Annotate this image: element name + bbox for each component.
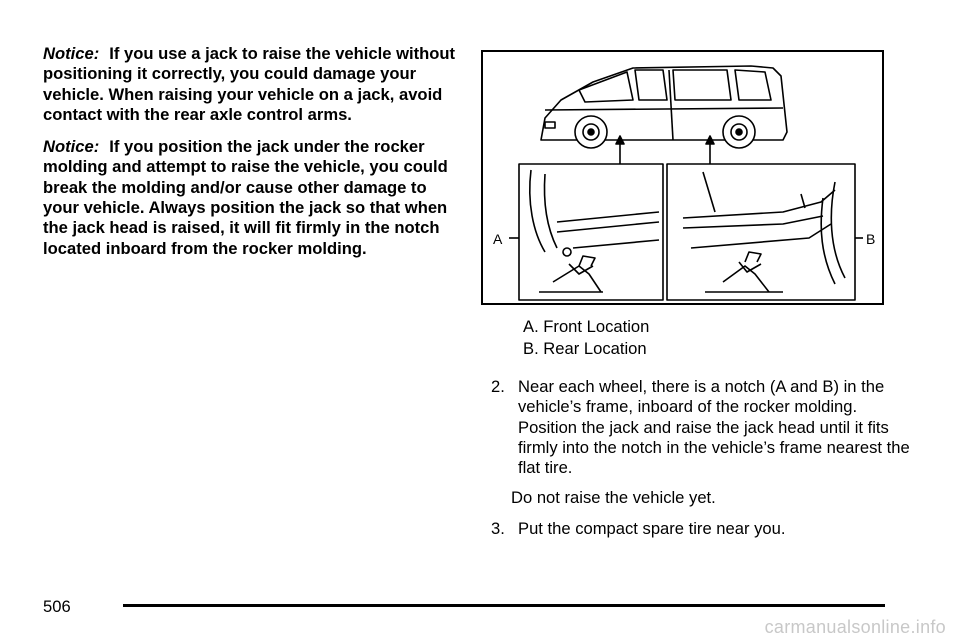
- notice-jack-positioning: [43, 44, 463, 125]
- notice-rocker-molding: [43, 137, 463, 259]
- step-note: Do not raise the vehicle yet.: [511, 488, 716, 508]
- caption-front-location: A. Front Location: [523, 317, 650, 336]
- step-number: 2.: [491, 377, 505, 396]
- notice-text: If you position the jack under the rocker molding and attempt to raise the vehicle, you could break the molding and/or cause other damage to your vehicle. Always position the jack so that when the jack head is raised, it will fit firmly in the notch located inboard from the rocker molding.: [43, 137, 448, 258]
- footer-rule: [123, 604, 885, 607]
- step-text: Put the compact spare tire near you.: [518, 518, 786, 538]
- step-3: [491, 519, 911, 539]
- jacking-points-illustration: [481, 50, 884, 305]
- step-2: [491, 377, 911, 478]
- notice-label: Notice:: [43, 44, 100, 63]
- watermark: carmanualsonline.info: [764, 617, 946, 637]
- jacking-diagram: [483, 52, 886, 307]
- notice-text: If you use a jack to raise the vehicle without positioning it correctly, you could damage your vehicle. When raising your vehicle on a jack, avoid contact with the rear axle control arms.: [43, 44, 456, 124]
- step-number: 3.: [491, 518, 505, 538]
- page-number: 506: [43, 597, 71, 616]
- callout-a: A: [493, 231, 503, 247]
- notice-label: Notice:: [43, 137, 100, 157]
- callout-b: B: [866, 231, 876, 247]
- step-text: Near each wheel, there is a notch (A and B) in the vehicle’s frame, inboard of the rocker molding. Position the jack and raise the jack head until it fits firmly into the notch in the vehicle’s frame nearest the flat tire.: [518, 377, 910, 478]
- caption-rear-location: B. Rear Location: [523, 339, 647, 358]
- notices-column: [43, 44, 463, 271]
- steps-list: [491, 377, 911, 549]
